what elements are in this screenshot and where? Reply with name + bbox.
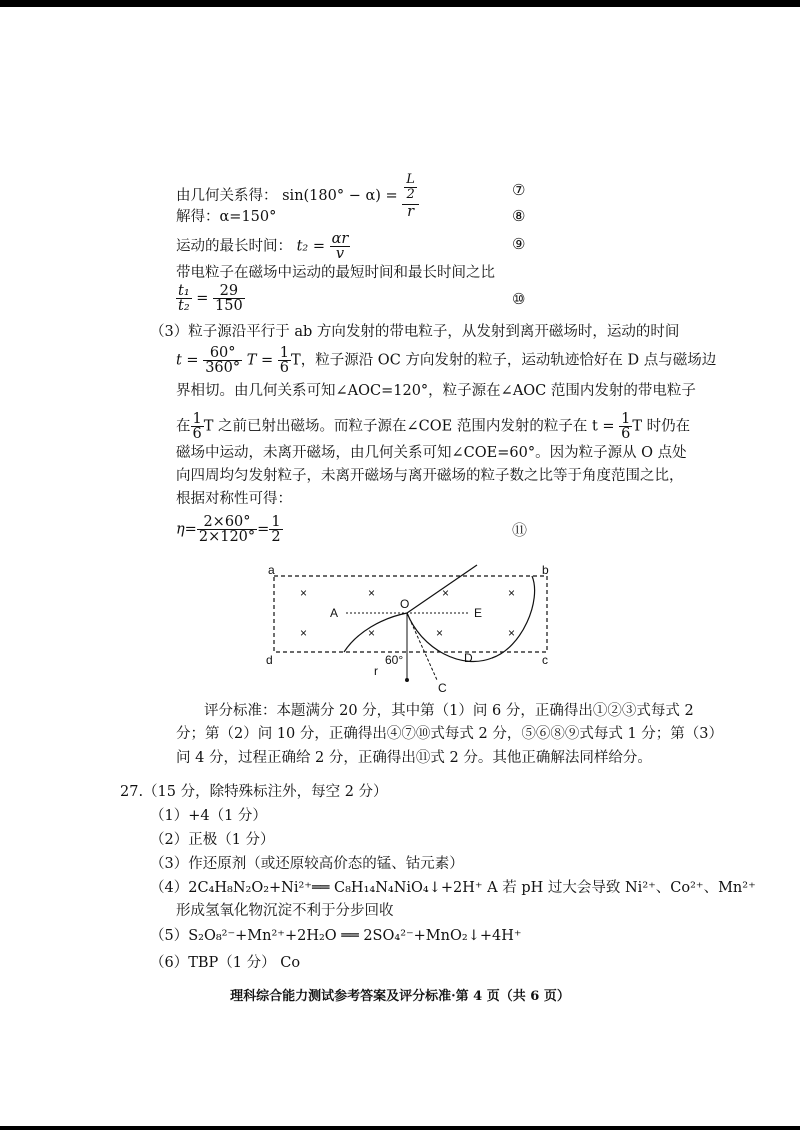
cross-4: ×	[508, 586, 516, 600]
step11-eta: η=	[176, 521, 197, 538]
q27-answer2: （2）正极（1 分）	[150, 832, 275, 848]
step7-expr: sin(180° − α) =	[282, 188, 398, 204]
center-point	[405, 678, 409, 682]
part3-frac2-num: 1	[279, 345, 290, 361]
step7-fraction	[402, 173, 419, 219]
part3-frac2-den: 6	[279, 360, 290, 376]
label-D: D	[464, 651, 473, 665]
part3-l4-post: T 时仍在	[632, 418, 691, 435]
ratio-text: 带电粒子在磁场中运动的最短时间和最长时间之比	[176, 265, 495, 281]
page-footer: 理科综合能力测试参考答案及评分标准·第 4 页（共 6 页）	[230, 989, 570, 1004]
magnetic-field-figure	[262, 560, 562, 695]
scoring-line3: 问 4 分，过程正确给 2 分，正确得出⑪式 2 分。其他正确解法同样给分。	[176, 750, 652, 766]
part3-frac1-den: 360°	[205, 360, 241, 376]
marker-9: ⑨	[512, 235, 526, 253]
part3-line4	[176, 412, 690, 441]
trajectory-D	[407, 576, 535, 661]
marker-7: ⑦	[512, 181, 526, 199]
cross-2: ×	[368, 586, 376, 600]
q27-answer4: （4）2C₄H₈N₂O₂+Ni²⁺══ C₈H₁₄N₄NiO₄↓+2H⁺ A 若 pH 过大会导致 Ni²⁺、Co²⁺、Mn²⁺	[150, 880, 756, 896]
bottom-border	[0, 1126, 800, 1130]
step8-line: 解得：α=150°	[176, 209, 277, 225]
step9-label: 运动的最长时间：	[176, 238, 292, 255]
label-d: d	[266, 653, 273, 667]
part3-line3: 界相切。由几何关系可知∠AOC=120°，粒子源在∠AOC 范围内发射的带电粒子	[176, 383, 696, 399]
q27-answer5: （5）S₂O₈²⁻+Mn²⁺+2H₂O ══ 2SO₄²⁻+MnO₂↓+4H⁺	[150, 928, 522, 944]
label-angle: 60°	[385, 653, 404, 667]
step11-rnum: 1	[271, 514, 281, 530]
scoring-line2: 分；第（2）问 10 分，正确得出④⑦⑩式每式 2 分，⑤⑥⑧⑨式每式 1 分；第（3）	[176, 726, 724, 742]
step11-den: 2×120°	[198, 529, 256, 545]
step11-num: 2×60°	[197, 515, 257, 530]
part3-t: t =	[176, 352, 199, 369]
q27-answer1: （1）+4（1 分）	[150, 808, 267, 824]
label-E: E	[474, 606, 483, 620]
step7-num-den: 2	[406, 187, 415, 202]
q27-answer3: （3）作还原剂（或还原较高价态的锰、钴元素）	[150, 856, 464, 872]
label-b: b	[542, 563, 549, 577]
step9-den: v	[335, 246, 345, 262]
step10-eq: =	[196, 290, 209, 307]
cross-6: ×	[368, 626, 376, 640]
marker-8: ⑧	[512, 207, 526, 225]
part3-l4-num2: 1	[621, 411, 631, 427]
step9-lhs: t₂ =	[296, 238, 326, 255]
part3-line2-post: T，粒子源沿 OC 方向发射的粒子，运动轨迹恰好在 D 点与磁场边	[291, 352, 717, 369]
cross-8: ×	[508, 626, 516, 640]
part3-line6: 向四周均匀发射粒子，未离开磁场与离开磁场的粒子数之比等于角度范围之比，	[176, 468, 684, 484]
step7-den: r	[407, 204, 415, 220]
part3-l4-pre: 在	[176, 418, 191, 435]
step10-lhs-num: t₁	[178, 283, 190, 299]
q27-answer6: （6）TBP（1 分） Co	[150, 955, 301, 971]
part3-mid: T =	[246, 352, 274, 369]
cross-1: ×	[300, 586, 308, 600]
q27-answer4-cont: 形成氢氧化物沉淀不利于分步回收	[176, 903, 394, 919]
marker-11: ⑪	[512, 521, 528, 539]
field-boundary	[274, 576, 547, 652]
label-C: C	[438, 681, 447, 695]
label-O: O	[400, 597, 410, 611]
step11-rden: 2	[271, 529, 281, 545]
step11-line	[176, 515, 283, 544]
cross-3: ×	[442, 586, 450, 600]
part3-line7: 根据对称性可得：	[176, 491, 292, 507]
step11-eq: =	[257, 521, 270, 538]
part3-line1: （3）粒子源沿平行于 ab 方向发射的带电粒子，从发射到离开磁场时，运动的时间	[150, 324, 680, 340]
step9-line	[176, 232, 350, 261]
label-c: c	[542, 653, 548, 667]
cross-7: ×	[436, 626, 444, 640]
cross-5: ×	[300, 626, 308, 640]
part3-line5: 磁场中运动，未离开磁场，由几何关系可知∠COE=60°。因为粒子源从 O 点处	[176, 445, 687, 461]
marker-10: ⑩	[512, 290, 526, 308]
step10-num: 29	[213, 284, 245, 299]
step7-num-num: L	[406, 172, 415, 187]
trajectory-ray	[407, 565, 477, 613]
trajectory-left	[344, 613, 407, 652]
label-a: a	[268, 563, 275, 577]
part3-l4-mid: T 之前已射出磁场。而粒子源在∠COE 范围内发射的粒子在 t =	[203, 418, 615, 435]
step10-lhs-den: t₂	[178, 298, 190, 314]
label-r: r	[374, 664, 378, 678]
step7-label: 由几何关系得：	[176, 188, 278, 204]
scoring-line1: 评分标准：本题满分 20 分，其中第（1）问 6 分，正确得出①②③式每式 2	[204, 703, 694, 719]
step9-num: αr	[331, 231, 349, 247]
step10-den: 150	[215, 298, 243, 314]
part3-line2	[176, 346, 716, 375]
part3-l4-den2: 6	[621, 426, 631, 442]
q27-header: 27.（15 分，除特殊标注外，每空 2 分）	[120, 784, 388, 800]
part3-frac1-num: 60°	[203, 346, 242, 361]
part3-l4-num: 1	[192, 411, 202, 427]
top-border	[0, 0, 800, 7]
step10-line	[176, 284, 245, 313]
label-A: A	[330, 606, 339, 620]
part3-l4-den: 6	[192, 426, 202, 442]
